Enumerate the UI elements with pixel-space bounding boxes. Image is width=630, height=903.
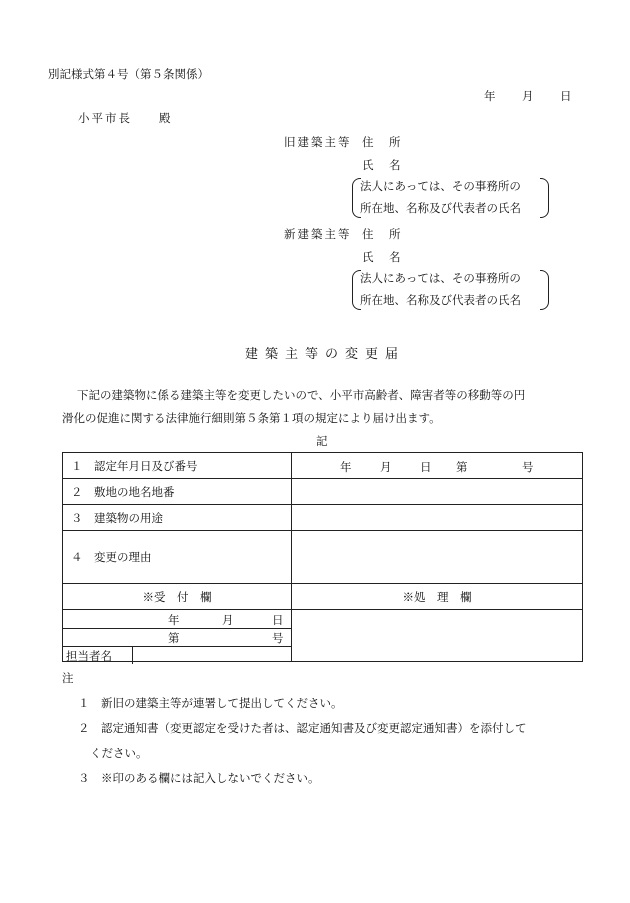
old-name-label: 氏 名 — [362, 158, 403, 172]
body-text-line2: 滑化の促進に関する法律施行細則第５条第１項の規定により届け出ます。 — [62, 411, 441, 425]
new-corp-note-line2: 所在地、名称及び代表者の氏名 — [360, 293, 521, 307]
row1-month: 月 — [380, 460, 392, 474]
row4-label: ４ 変更の理由 — [63, 531, 292, 584]
note-2-line1: ２ 認定通知書（変更認定を受けた者は、認定通知書及び変更認定通知書）を添付して — [78, 721, 527, 735]
recv-number-row — [62, 628, 292, 646]
row1-label: １ 認定年月日及び番号 — [63, 453, 292, 479]
date-year: 年 — [484, 89, 496, 103]
recv-month: 月 — [222, 613, 234, 627]
recv-year: 年 — [168, 613, 180, 627]
ki-label: 記 — [316, 434, 328, 448]
addressee: 小平市長 殿 — [78, 111, 173, 125]
row1-dai: 第 — [456, 460, 468, 474]
reception-subgrid — [62, 611, 292, 663]
note-3: ３ ※印のある欄には記入しないでください。 — [78, 771, 320, 785]
old-address-label: 住 所 — [362, 135, 403, 149]
note-1: １ 新旧の建築主等が連署して提出してください。 — [78, 696, 343, 710]
row3-value[interactable] — [292, 505, 583, 531]
processing-header: ※処 理 欄 — [292, 584, 583, 610]
recv-day: 日 — [272, 613, 284, 627]
old-corp-note-line2: 所在地、名称及び代表者の氏名 — [360, 201, 521, 215]
old-corp-note-line1: 法人にあっては、その事務所の — [360, 179, 521, 193]
date-day: 日 — [560, 89, 572, 103]
new-close-bracket — [540, 270, 549, 310]
reception-header: ※受 付 欄 — [63, 584, 292, 610]
recv-date-row — [62, 611, 292, 628]
new-applicant-label: 新建築主等 — [284, 227, 352, 241]
form-number: 別記様式第４号（第５条関係） — [48, 67, 209, 81]
recv-dai: 第 — [168, 631, 180, 645]
document-title: 建築主等の変更届 — [245, 347, 406, 362]
recv-go: 号 — [272, 631, 284, 645]
processing-cell[interactable] — [292, 610, 583, 662]
row1-day: 日 — [420, 460, 432, 474]
body-text-line1: 下記の建築物に係る建築主等を変更したいので、小平市高齢者、障害者等の移動等の円 — [77, 388, 526, 402]
date-month: 月 — [522, 89, 534, 103]
new-name-label: 氏 名 — [362, 250, 403, 264]
row2-label: ２ 敷地の地名地番 — [63, 479, 292, 505]
staff-divider — [132, 647, 133, 664]
staff-label: 担当者名 — [66, 649, 112, 663]
row1-value[interactable] — [292, 453, 583, 479]
old-applicant-label: 旧建築主等 — [284, 135, 352, 149]
new-address-label: 住 所 — [362, 227, 403, 241]
row3-label: ３ 建築物の用途 — [63, 505, 292, 531]
recv-staff-row — [62, 646, 292, 664]
notes-section — [62, 670, 592, 786]
old-close-bracket — [540, 178, 549, 218]
new-corp-note-line1: 法人にあっては、その事務所の — [360, 271, 521, 285]
row4-value[interactable] — [292, 531, 583, 584]
notes-heading: 注 — [62, 671, 74, 685]
row1-go: 号 — [522, 460, 534, 474]
note-2-line2: ください。 — [90, 746, 148, 760]
row2-value[interactable] — [292, 479, 583, 505]
row1-year: 年 — [340, 460, 352, 474]
